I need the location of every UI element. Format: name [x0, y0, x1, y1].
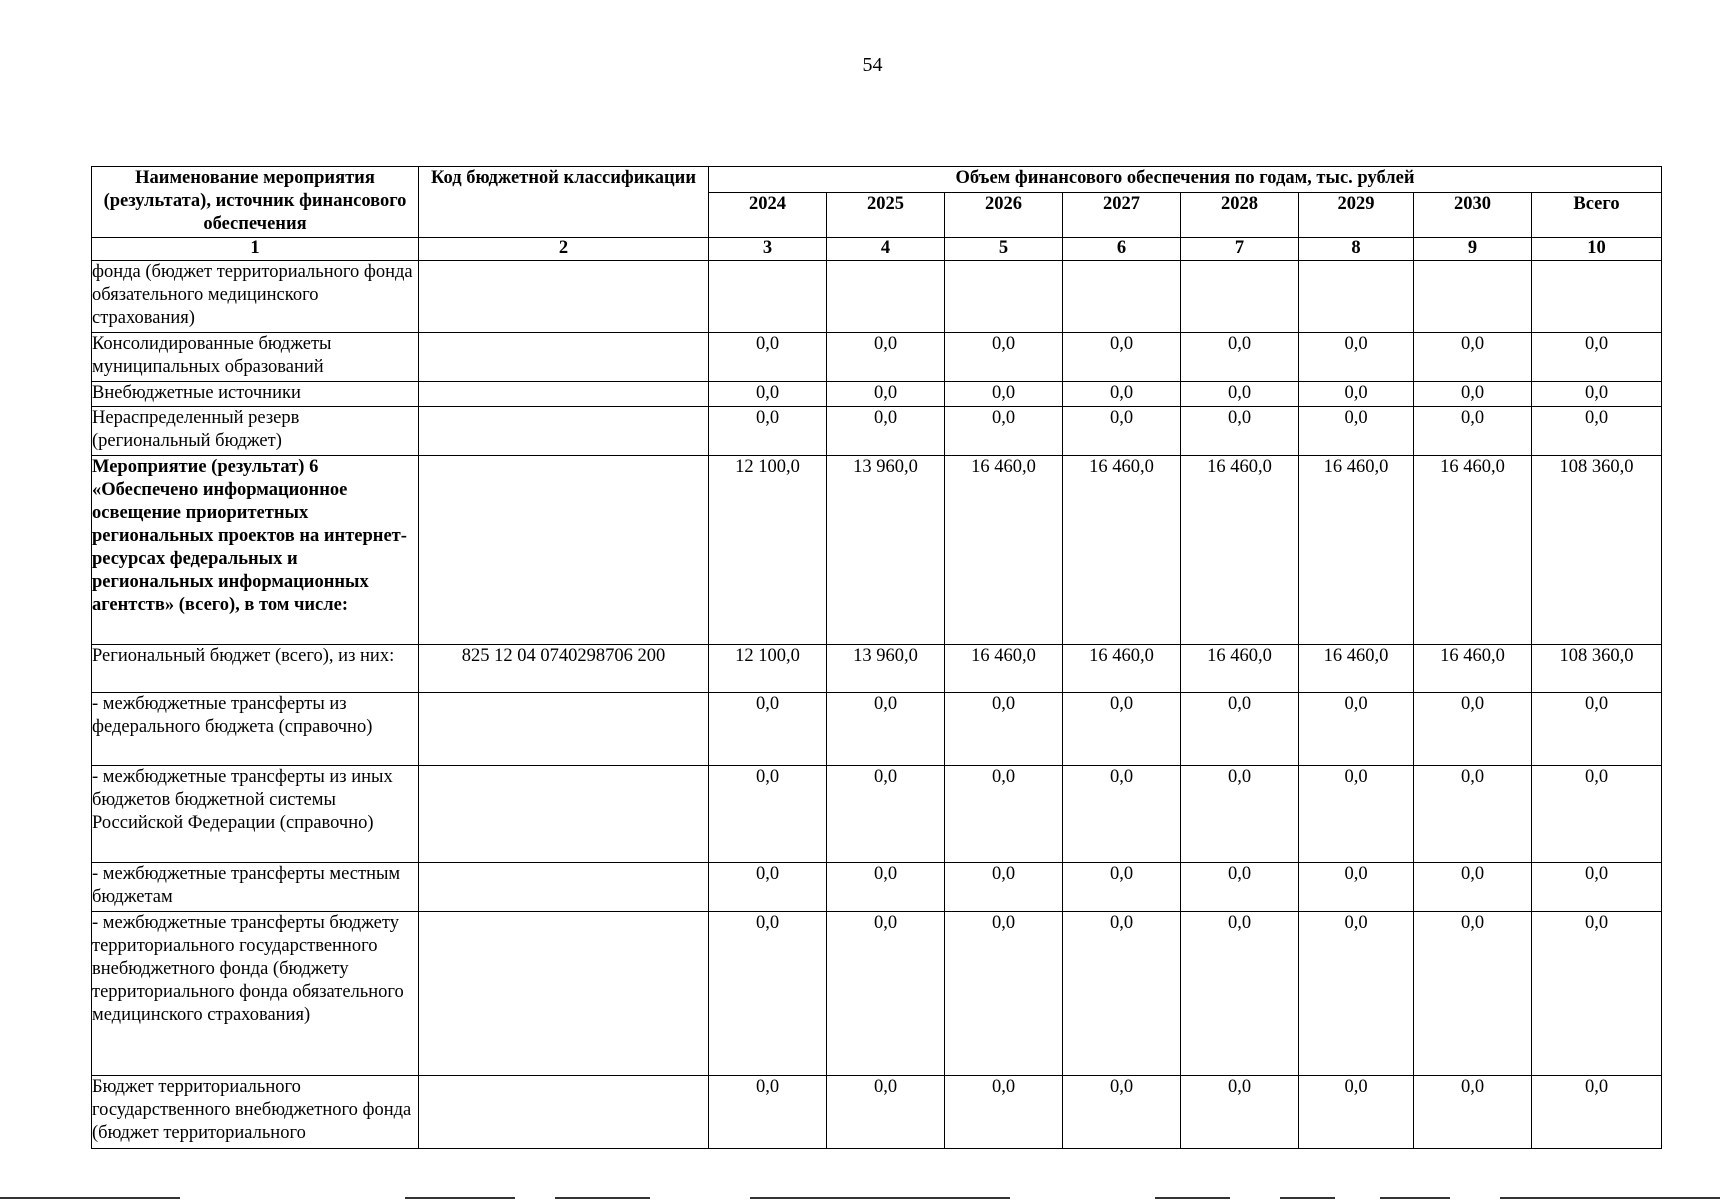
row-value: 0,0	[1063, 912, 1181, 1076]
row-value: 0,0	[945, 766, 1063, 863]
row-value: 0,0	[945, 1076, 1063, 1149]
column-number: 9	[1414, 238, 1532, 261]
row-value	[945, 261, 1063, 333]
row-value: 0,0	[1181, 693, 1299, 766]
row-name: - межбюджетные трансферты из иных бюджетов бюджетной системы Российской Федерации (справочно)	[92, 766, 419, 863]
table-row	[92, 456, 1662, 645]
row-value: 0,0	[1299, 407, 1414, 456]
column-number: 5	[945, 238, 1063, 261]
table-row	[92, 693, 1662, 766]
row-value: 16 460,0	[945, 645, 1063, 693]
row-value: 0,0	[1532, 333, 1662, 382]
bottom-rule	[405, 1197, 515, 1199]
column-number: 10	[1532, 238, 1662, 261]
row-value: 0,0	[827, 333, 945, 382]
row-value: 0,0	[1299, 766, 1414, 863]
row-value: 0,0	[1181, 407, 1299, 456]
header-year-2024: 2024	[709, 193, 827, 238]
row-value: 0,0	[1063, 407, 1181, 456]
row-value: 0,0	[709, 863, 827, 912]
row-value: 0,0	[709, 1076, 827, 1149]
row-value: 13 960,0	[827, 645, 945, 693]
table-row	[92, 382, 1662, 407]
row-value: 0,0	[1181, 382, 1299, 407]
row-value	[1063, 261, 1181, 333]
bottom-rule	[750, 1197, 1010, 1199]
row-code	[419, 261, 709, 333]
column-number: 8	[1299, 238, 1414, 261]
row-value: 0,0	[1414, 863, 1532, 912]
row-value: 0,0	[1181, 863, 1299, 912]
row-name: Консолидированные бюджеты муниципальных образований	[92, 333, 419, 382]
row-value: 0,0	[1532, 407, 1662, 456]
row-value: 108 360,0	[1532, 456, 1662, 645]
row-value: 0,0	[709, 766, 827, 863]
bottom-rule	[1500, 1197, 1720, 1199]
row-value: 16 460,0	[1414, 456, 1532, 645]
row-value: 16 460,0	[1181, 456, 1299, 645]
row-name: Региональный бюджет (всего), из них:	[92, 645, 419, 693]
bottom-rule	[1380, 1197, 1450, 1199]
row-value: 0,0	[1063, 382, 1181, 407]
row-value: 12 100,0	[709, 456, 827, 645]
row-value: 0,0	[1414, 693, 1532, 766]
row-code	[419, 863, 709, 912]
row-value: 0,0	[1299, 382, 1414, 407]
row-value: 0,0	[1299, 333, 1414, 382]
bottom-rule	[555, 1197, 650, 1199]
row-value: 0,0	[709, 693, 827, 766]
row-value: 0,0	[1063, 1076, 1181, 1149]
column-number: 4	[827, 238, 945, 261]
row-value: 0,0	[709, 407, 827, 456]
row-value: 0,0	[827, 863, 945, 912]
row-value: 0,0	[1532, 863, 1662, 912]
row-value	[709, 261, 827, 333]
row-value: 0,0	[1414, 333, 1532, 382]
row-value: 16 460,0	[1299, 645, 1414, 693]
header-year-2028: 2028	[1181, 193, 1299, 238]
row-value: 0,0	[1414, 912, 1532, 1076]
row-code	[419, 333, 709, 382]
row-value: 0,0	[827, 766, 945, 863]
row-value: 0,0	[1063, 693, 1181, 766]
row-value: 0,0	[827, 407, 945, 456]
row-value: 0,0	[1063, 333, 1181, 382]
financing-table	[91, 166, 1662, 1149]
row-value: 16 460,0	[1181, 645, 1299, 693]
row-value: 0,0	[1181, 766, 1299, 863]
row-value	[1414, 261, 1532, 333]
row-value: 0,0	[1414, 1076, 1532, 1149]
column-number: 3	[709, 238, 827, 261]
row-value: 0,0	[827, 693, 945, 766]
row-value: 0,0	[945, 407, 1063, 456]
row-value: 0,0	[1414, 766, 1532, 863]
row-value: 0,0	[827, 382, 945, 407]
row-value: 0,0	[827, 912, 945, 1076]
header-year-2027: 2027	[1063, 193, 1181, 238]
row-value: 16 460,0	[1063, 645, 1181, 693]
table-row	[92, 912, 1662, 1076]
bottom-rule	[0, 1197, 180, 1199]
bottom-rule	[1280, 1197, 1335, 1199]
row-code	[419, 407, 709, 456]
table-row	[92, 766, 1662, 863]
header-year-2029: 2029	[1299, 193, 1414, 238]
row-code	[419, 693, 709, 766]
row-value	[1532, 261, 1662, 333]
row-name: Мероприятие (результат) 6 «Обеспечено информационное освещение приоритетных региональных проектов на интернет-ресурсах федеральных и региональных информационных агентств» (всего), в том числе:	[92, 456, 419, 645]
row-value: 0,0	[1532, 382, 1662, 407]
row-value: 12 100,0	[709, 645, 827, 693]
row-code	[419, 382, 709, 407]
table-row	[92, 333, 1662, 382]
row-value: 0,0	[1181, 333, 1299, 382]
table-row	[92, 645, 1662, 693]
row-name: - межбюджетные трансферты бюджету территориального государственного внебюджетного фонда (бюджету территориального фонда обязательного медицинского страхования)	[92, 912, 419, 1076]
row-value: 0,0	[1414, 382, 1532, 407]
row-value: 0,0	[945, 863, 1063, 912]
row-value: 0,0	[709, 912, 827, 1076]
row-value: 16 460,0	[945, 456, 1063, 645]
row-name: - межбюджетные трансферты из федерального бюджета (справочно)	[92, 693, 419, 766]
row-value: 0,0	[945, 333, 1063, 382]
column-number: 7	[1181, 238, 1299, 261]
row-name: Нераспределенный резерв (региональный бюджет)	[92, 407, 419, 456]
row-value: 0,0	[1532, 693, 1662, 766]
row-name: Внебюджетные источники	[92, 382, 419, 407]
row-code	[419, 456, 709, 645]
table-row	[92, 863, 1662, 912]
row-value	[1299, 261, 1414, 333]
bottom-rule	[1155, 1197, 1230, 1199]
row-value: 0,0	[1532, 1076, 1662, 1149]
row-value: 16 460,0	[1414, 645, 1532, 693]
row-value: 0,0	[1299, 863, 1414, 912]
column-number: 6	[1063, 238, 1181, 261]
row-value: 0,0	[945, 382, 1063, 407]
row-value: 0,0	[1063, 863, 1181, 912]
row-value: 0,0	[709, 333, 827, 382]
row-value: 0,0	[709, 382, 827, 407]
row-code: 825 12 04 0740298706 200	[419, 645, 709, 693]
header-total: Всего	[1532, 193, 1662, 238]
table-row	[92, 1076, 1662, 1149]
row-value: 16 460,0	[1063, 456, 1181, 645]
row-value	[827, 261, 945, 333]
row-value: 0,0	[1063, 766, 1181, 863]
row-value: 0,0	[1299, 693, 1414, 766]
row-code	[419, 1076, 709, 1149]
header-year-2025: 2025	[827, 193, 945, 238]
row-value	[1181, 261, 1299, 333]
row-value: 0,0	[1532, 912, 1662, 1076]
row-name: - межбюджетные трансферты местным бюджетам	[92, 863, 419, 912]
row-value: 0,0	[1414, 407, 1532, 456]
header-year-2026: 2026	[945, 193, 1063, 238]
row-value: 0,0	[1299, 1076, 1414, 1149]
column-number: 1	[92, 238, 419, 261]
table-row	[92, 261, 1662, 333]
header-year-2030: 2030	[1414, 193, 1532, 238]
page-number: 54	[862, 54, 883, 76]
row-code	[419, 912, 709, 1076]
row-name: Бюджет территориального государственного внебюджетного фонда (бюджет территориального	[92, 1076, 419, 1149]
header-code-column: Код бюджетной классификации	[419, 167, 709, 238]
row-value: 13 960,0	[827, 456, 945, 645]
row-value: 0,0	[1181, 1076, 1299, 1149]
row-value: 16 460,0	[1299, 456, 1414, 645]
row-value: 0,0	[1532, 766, 1662, 863]
row-value: 108 360,0	[1532, 645, 1662, 693]
row-code	[419, 766, 709, 863]
row-name: фонда (бюджет территориального фонда обязательного медицинского страхования)	[92, 261, 419, 333]
header-name-column: Наименование мероприятия (результата), источник финансового обеспечения	[92, 167, 419, 238]
column-number: 2	[419, 238, 709, 261]
header-funding-group: Объем финансового обеспечения по годам, тыс. рублей	[709, 167, 1662, 193]
row-value: 0,0	[1299, 912, 1414, 1076]
row-value: 0,0	[945, 912, 1063, 1076]
table-row	[92, 407, 1662, 456]
row-value: 0,0	[827, 1076, 945, 1149]
row-value: 0,0	[1181, 912, 1299, 1076]
row-value: 0,0	[945, 693, 1063, 766]
column-number-row	[92, 238, 1662, 261]
